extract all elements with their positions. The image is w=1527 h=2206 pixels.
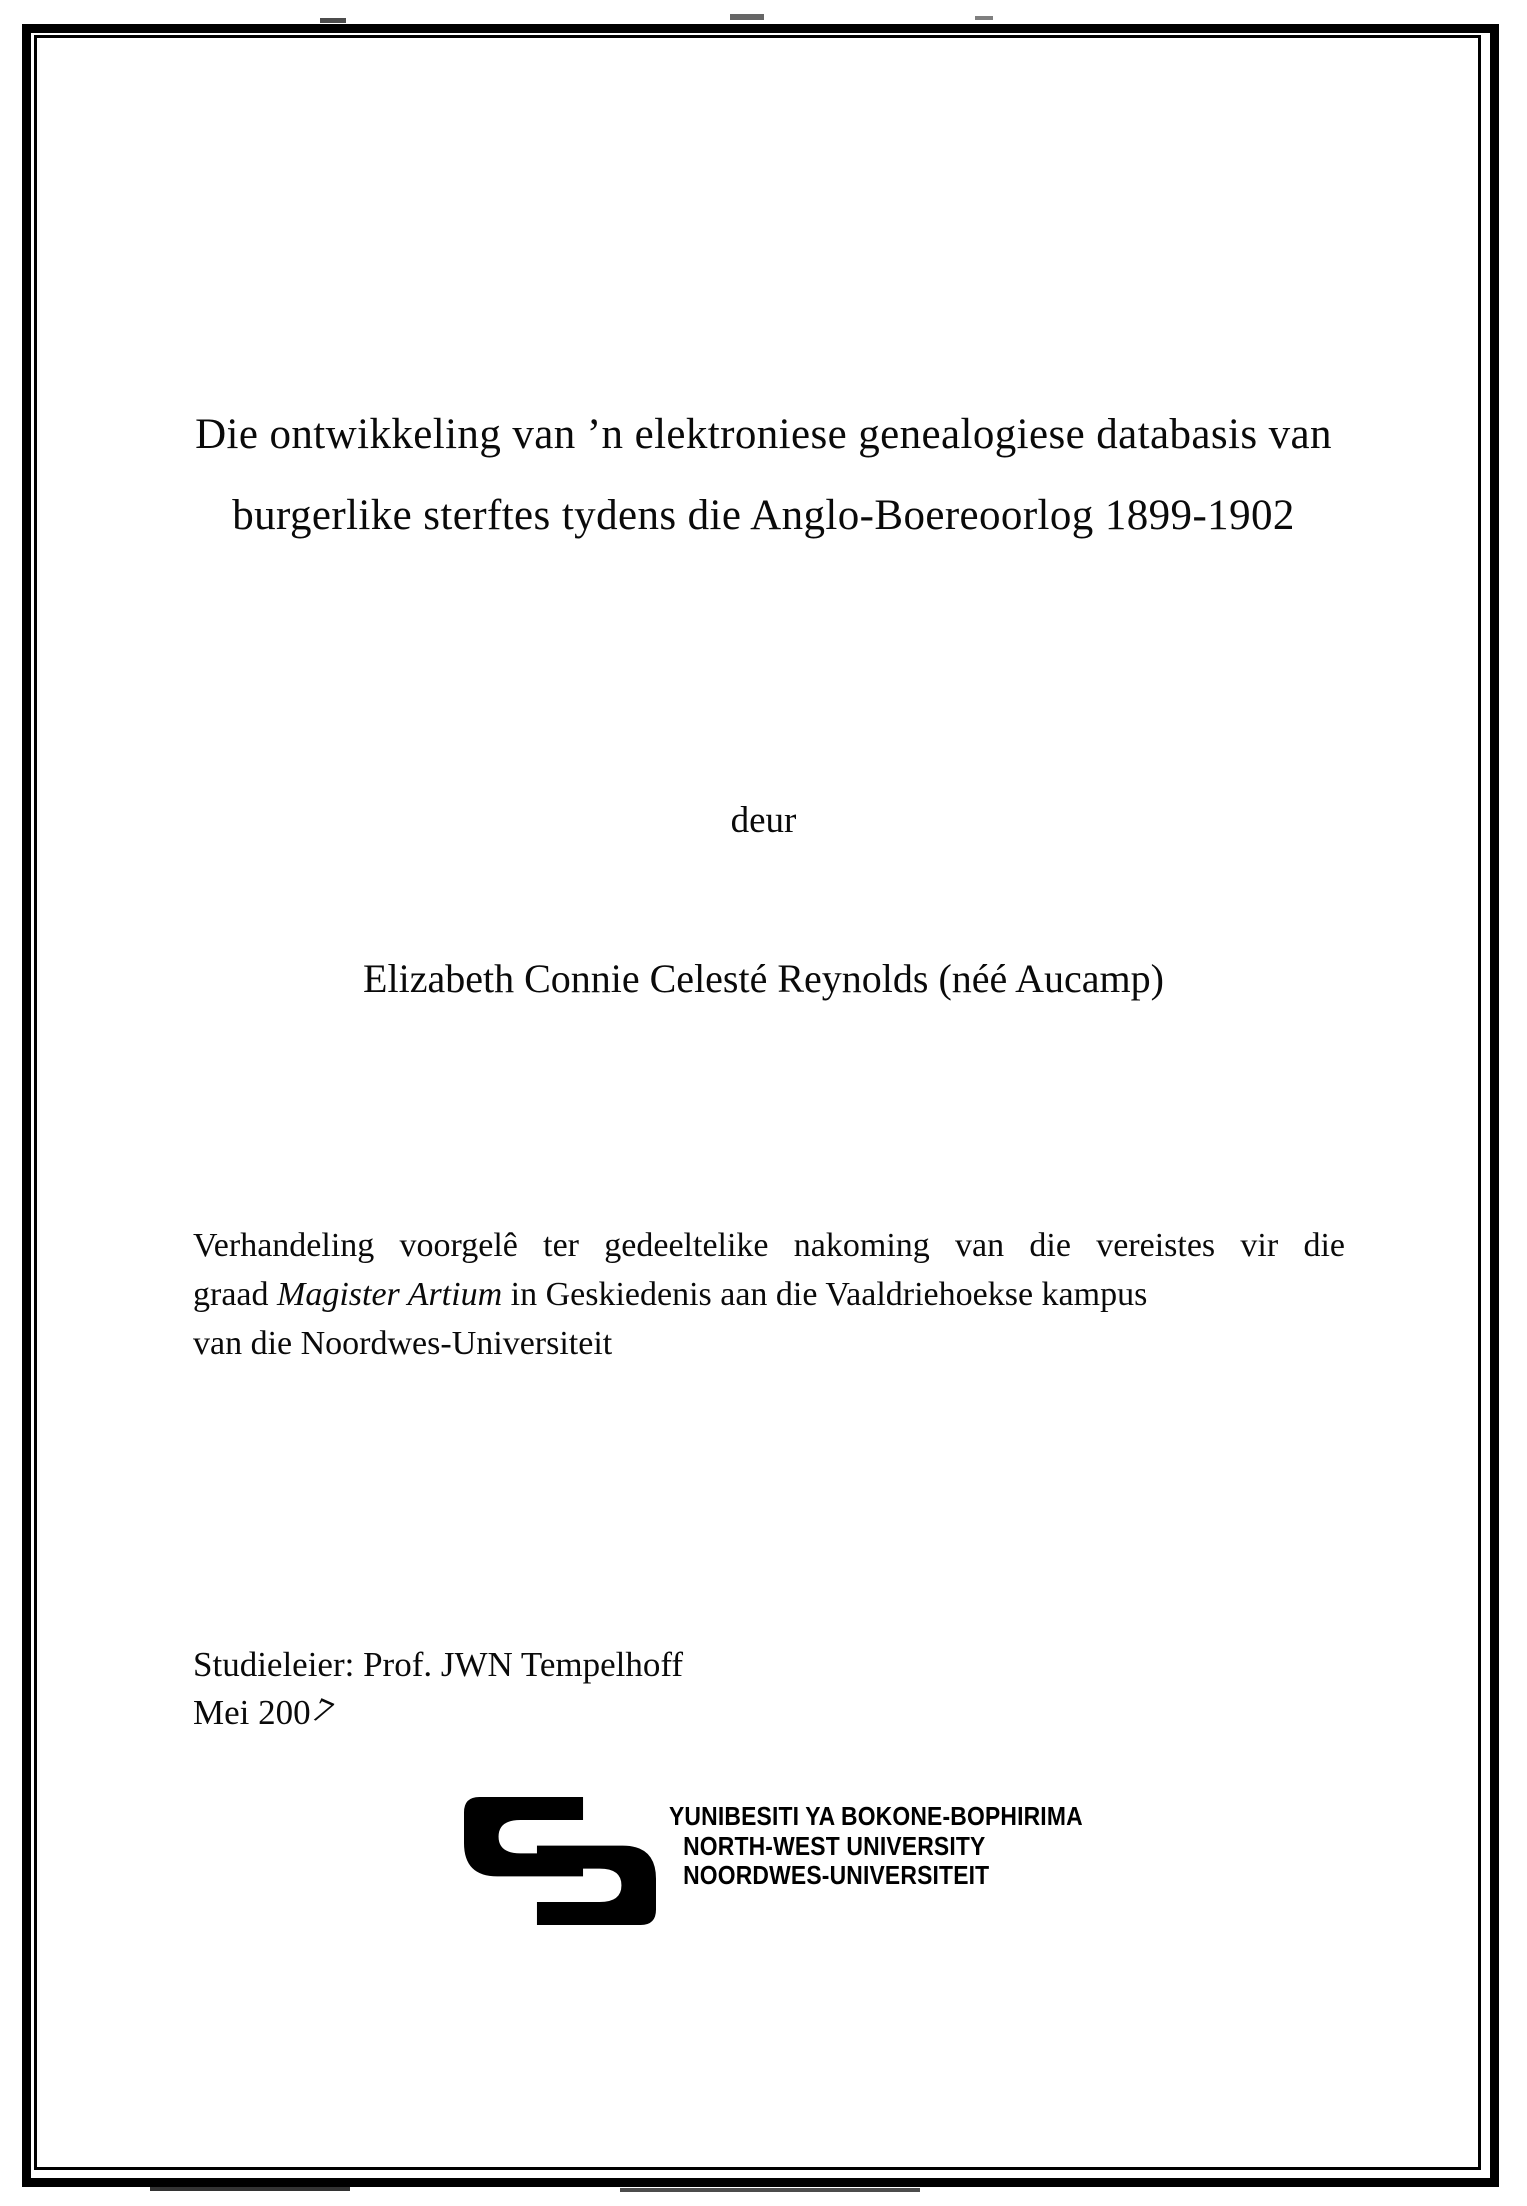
degree-statement-line2-post: in Geskiedenis aan die Vaaldriehoekse kampus — [502, 1276, 1148, 1313]
logo-text-setswana: YUNIBESITI YA BOKONE-BOPHIRIMA — [669, 1801, 1083, 1831]
nwu-interlocked-links-icon — [464, 1797, 656, 1925]
supervisor-line: Studieleier: Prof. JWN Tempelhoff — [193, 1645, 684, 1684]
byline-deur: deur — [730, 800, 797, 841]
author-name: Elizabeth Connie Celesté Reynolds (néé Aucamp) — [363, 956, 1164, 1001]
degree-statement — [193, 1221, 1345, 1368]
scan-artifact — [620, 2188, 920, 2192]
degree-name-italic: Magister Artium — [277, 1276, 503, 1313]
degree-statement-line1: Verhandeling voorgelê ter gedeeltelike nakoming van die vereistes vir die — [193, 1227, 1345, 1264]
supervisor-block — [193, 1641, 683, 1737]
scan-artifact — [730, 14, 764, 20]
scan-artifact — [975, 16, 993, 20]
scan-artifact — [150, 2186, 350, 2191]
logo-text-english: NORTH-WEST UNIVERSITY — [683, 1830, 986, 1861]
scan-artifact — [320, 18, 346, 23]
date-last-digit: 7 — [306, 1689, 339, 1733]
university-logo — [464, 1797, 1139, 1925]
date-line — [193, 1689, 683, 1737]
degree-statement-line2-pre: graad — [193, 1276, 278, 1313]
thesis-title-line2: burgerlike sterftes tydens die Anglo-Boereoorlog 1899-1902 — [232, 492, 1295, 539]
thesis-title — [105, 394, 1422, 556]
university-logo-text — [669, 1797, 1083, 1891]
degree-statement-line3: van die Noordwes-Universiteit — [193, 1325, 613, 1362]
degree-statement-line2 — [193, 1270, 1345, 1319]
date-prefix: Mei 200 — [193, 1693, 311, 1732]
thesis-title-line1: Die ontwikkeling van ’n elektroniese genealogiese databasis van — [195, 411, 1332, 458]
logo-text-afrikaans: NOORDWES-UNIVERSITEIT — [683, 1860, 990, 1890]
